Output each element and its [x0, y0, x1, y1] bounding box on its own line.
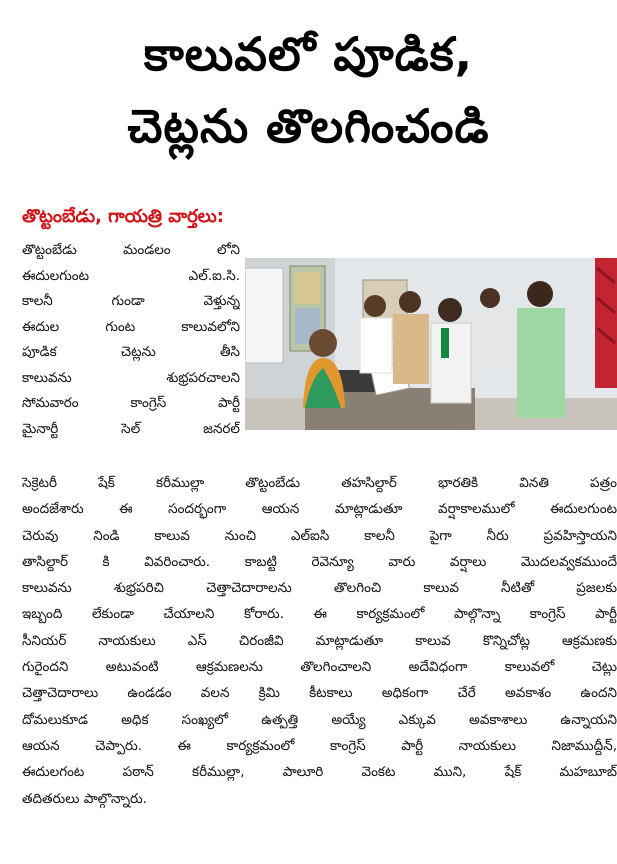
- body-line: ఆయన చెప్పారు. ఈ కార్యక్రమంలో కాంగ్రెస్ పార్టీ నాయకులు నిజాముద్దీన్,: [22, 737, 617, 754]
- body-line: సీనియర్ నాయకులు ఎస్ చిరంజీవి మాట్లాడుతూ కాలువ కొన్నిచోట్ల ఆక్రమణకు: [22, 632, 617, 649]
- body-line: కాలనీ గుండా వెళ్తున్న: [22, 293, 240, 309]
- dateline: తొట్టంబేడు, గాయత్రి వార్తలు:: [22, 206, 224, 227]
- body-line: చెత్తాచెదారాలు ఉండడం వలన క్రిమి కీటకాలు అధికంగా చేరే అవకాశం ఉందని: [22, 685, 617, 702]
- news-photo: [245, 258, 617, 430]
- body-line: తదితరులు పాల్గొన్నారు.: [22, 790, 147, 807]
- body-column-left: [22, 238, 240, 442]
- body-full-width: [22, 470, 617, 812]
- office-scene-illustration: [245, 258, 617, 430]
- body-line: పూడిక చెట్లను తీసి: [22, 344, 240, 360]
- body-line: సోమవారం కాంగ్రెస్ పార్టీ: [22, 395, 240, 411]
- headline: [0, 18, 617, 162]
- body-line: కాలువను శుభ్రపరిచి చెత్తాచెదారాలను తొలగించి కాలువ నీటితో ప్రజలకు: [22, 580, 617, 597]
- body-line: చెరువు నిండి కాలువ నుంచి ఎల్ఐసి కాలనీ పైగా నీరు ప్రవహిస్తాయని: [22, 527, 617, 544]
- body-line: సెక్రెటరీ షేక్ కరీముల్లా తొట్టంబేడు తహసిల్దార్ భారతికి వినతి పత్రం: [22, 475, 617, 491]
- headline-line-2: చెట్లను తొలగించండి: [127, 99, 490, 153]
- body-line: మైనార్టీ సెల్ జనరల్: [22, 420, 240, 437]
- body-line: ఈదులగంట పఠాన్ కరీముల్లా, పాలూరి వెంకట ముని, షేక్ మహబూబ్: [22, 764, 617, 781]
- body-line: గురైందని అటువంటి ఆక్రమణలను తొలగించాలని అదేవిధంగా కాలువలో చెట్లు: [22, 659, 617, 676]
- headline-line-1: కాలువలో పూడిక,: [143, 27, 474, 81]
- body-line: దోమలుకూడ అధిక సంఖ్యలో ఉత్పత్తి అయ్యే ఎక్కువ అవకాశాలు ఉన్నాయని: [22, 711, 617, 728]
- body-line: తొట్టంబేడు మండలం లోని: [22, 242, 240, 258]
- body-line: ఈదులగుంట ఎల్.ఐ.సి.: [22, 267, 240, 284]
- body-line: ఇబ్బంది లేకుండా చేయాలని కోరారు. ఈ కార్యక్రమంలో పాల్గొన్నా కాంగ్రెస్ పార్టీ: [22, 606, 617, 623]
- body-line: ఈదుల గుంట కాలువలోని: [22, 318, 240, 335]
- body-line: కాలువను శుభ్రపరచాలని: [22, 369, 240, 386]
- body-line: అందజేశారు ఈ సందర్భంగా ఆయన మాట్లాడుతూ వర్షాకాలములో ఈదులగుంట: [22, 501, 617, 518]
- body-line: తాసిల్దార్ కి వివరించారు. కాబట్టి రెవెన్యూ వారు వర్షాలు మొదలవ్వకముందే: [22, 553, 617, 570]
